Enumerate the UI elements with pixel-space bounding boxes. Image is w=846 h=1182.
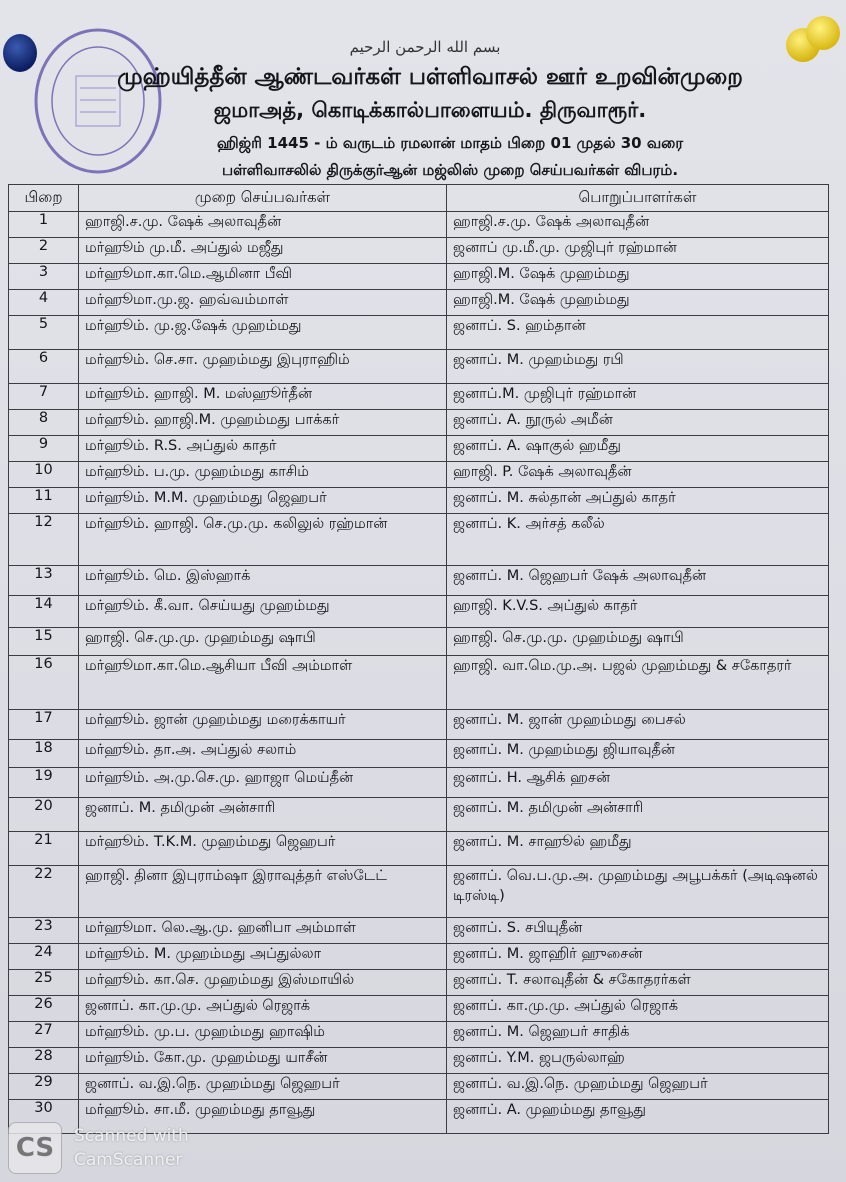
day-number-cell: 5 [9, 316, 79, 350]
table-row [9, 290, 829, 316]
day-number-cell: 24 [9, 944, 79, 970]
day-number-cell: 15 [9, 628, 79, 656]
responsible-person-cell: ஜனாப். M. ஜான் முஹம்மது பைசல் [447, 710, 829, 740]
performer-cell: மர்ஹூம். மு.ஜ.ஷேக் முஹம்மது [79, 316, 447, 350]
day-number-cell: 23 [9, 918, 79, 944]
performer-cell: மர்ஹூம். மு.ப. முஹம்மது ஹாஷிம் [79, 1022, 447, 1048]
day-number-cell: 26 [9, 996, 79, 1022]
table-row [9, 238, 829, 264]
table-row [9, 866, 829, 918]
table-row [9, 264, 829, 290]
table-row [9, 384, 829, 410]
responsible-person-cell: ஹாஜி.M. ஷேக் முஹம்மது [447, 290, 829, 316]
table-row [9, 596, 829, 628]
day-number-cell: 7 [9, 384, 79, 410]
responsible-person-cell: ஜனாப். M. ஜாஹிர் ஹுசைன் [447, 944, 829, 970]
performer-cell: மர்ஹூம். கோ.மு. முஹம்மது யாசீன் [79, 1048, 447, 1074]
responsible-person-cell: ஜனாப். A. முஹம்மது தாவூது [447, 1100, 829, 1134]
responsible-person-cell: ஜனாப். வ.இ.நெ. முஹம்மது ஜெஹபர் [447, 1074, 829, 1100]
performer-cell: ஹாஜி.ச.மு. ஷேக் அலாவுதீன் [79, 212, 447, 238]
responsible-person-cell: ஜனாப். M. ஜெஹபர் சாதிக் [447, 1022, 829, 1048]
performer-cell: மர்ஹூம். ப.மு. முஹம்மது காசிம் [79, 462, 447, 488]
performer-cell: மர்ஹூம். M. முஹம்மது அப்துல்லா [79, 944, 447, 970]
column-header-responsible: பொறுப்பாளர்கள் [447, 185, 829, 212]
performer-cell: மர்ஹூம். செ.சா. முஹம்மது இபுராஹிம் [79, 350, 447, 384]
camscanner-logo-icon: CS [8, 1122, 62, 1174]
day-number-cell: 3 [9, 264, 79, 290]
performer-cell: மர்ஹூம். ஹாஜி. M. மஸ்ஹூர்தீன் [79, 384, 447, 410]
day-number-cell: 13 [9, 566, 79, 596]
day-number-cell: 22 [9, 866, 79, 918]
responsible-person-cell: ஜனாப். S. சபியுதீன் [447, 918, 829, 944]
day-number-cell: 18 [9, 740, 79, 768]
day-number-cell: 9 [9, 436, 79, 462]
day-number-cell: 14 [9, 596, 79, 628]
table-row [9, 628, 829, 656]
watermark-text: Scanned with CamScanner [74, 1126, 189, 1170]
day-number-cell: 10 [9, 462, 79, 488]
table-row [9, 710, 829, 740]
performer-cell: மர்ஹூம். R.S. அப்துல் காதர் [79, 436, 447, 462]
table-row [9, 944, 829, 970]
performer-cell: ஜனாப். வ.இ.நெ. முஹம்மது ஜெஹபர் [79, 1074, 447, 1100]
responsible-person-cell: ஜனாப் மு.மீ.மு. முஜிபுர் ரஹ்மான் [447, 238, 829, 264]
performer-cell: மர்ஹூம். ஜான் முஹம்மது மரைக்காயர் [79, 710, 447, 740]
responsible-person-cell: ஜனாப். M. முஹம்மது ரபி [447, 350, 829, 384]
responsible-person-cell: ஹாஜி. செ.மு.மு. முஹம்மது ஷாபி [447, 628, 829, 656]
day-number-cell: 25 [9, 970, 79, 996]
table-row [9, 462, 829, 488]
performer-cell: மர்ஹூம். மெ. இஸ்ஹாக் [79, 566, 447, 596]
camscanner-watermark [8, 1120, 248, 1176]
table-header-row [9, 185, 829, 212]
responsible-person-cell: ஜனாப். M. தமிமுன் அன்சாரி [447, 798, 829, 832]
responsible-person-cell: ஜனாப். வெ.ப.மு.அ. முஹம்மது அபூபக்கர் (அடிஷனல் டிரஸ்டி) [447, 866, 829, 918]
table-row [9, 566, 829, 596]
table-row [9, 918, 829, 944]
performer-cell: மர்ஹூமா.கா.மெ.ஆமினா பீவி [79, 264, 447, 290]
responsible-person-cell: ஜனாப். S. ஹம்தான் [447, 316, 829, 350]
day-number-cell: 20 [9, 798, 79, 832]
yellow-pushpin-icon [806, 16, 840, 50]
responsible-person-cell: ஜனாப். கா.மு.மு. அப்துல் ரெஜாக் [447, 996, 829, 1022]
performer-cell: மர்ஹூம். தா.அ. அப்துல் சலாம் [79, 740, 447, 768]
responsible-person-cell: ஜனாப்.M. முஜிபுர் ரஹ்மான் [447, 384, 829, 410]
table-row [9, 970, 829, 996]
day-number-cell: 6 [9, 350, 79, 384]
performer-cell: மர்ஹூம். ஹாஜி.M. முஹம்மது பாக்கர் [79, 410, 447, 436]
table-row [9, 410, 829, 436]
performer-cell: மர்ஹூம். M.M. முஹம்மது ஜெஹபர் [79, 488, 447, 514]
schedule-description: பள்ளிவாசலில் திருக்குர்ஆன் மஜ்லிஸ் முறை செய்பவர்கள் விபரம். [221, 161, 679, 179]
table-row [9, 212, 829, 238]
performer-cell: மர்ஹூம். ஹாஜி. செ.மு.மு. கலிலுல் ரஹ்மான் [79, 514, 447, 566]
responsible-person-cell: ஹாஜி.ச.மு. ஷேக் அலாவுதீன் [447, 212, 829, 238]
day-number-cell: 2 [9, 238, 79, 264]
performer-cell: ஜனாப். M. தமிமுன் அன்சாரி [79, 798, 447, 832]
mosque-title: முஹ்யித்தீன் ஆண்டவர்கள் பள்ளிவாசல் ஊர் உறவின்முறை [117, 64, 743, 90]
responsible-person-cell: ஜனாப். K. அர்சத் கலீல் [447, 514, 829, 566]
responsible-person-cell: ஜனாப். A. நூருல் அமீன் [447, 410, 829, 436]
performer-cell: மர்ஹூம். சா.மீ. முஹம்மது தாவூது [79, 1100, 447, 1134]
responsible-person-cell: ஜனாப். M. முஹம்மது ஜியாவுதீன் [447, 740, 829, 768]
responsible-person-cell: ஜனாப். M. சுல்தான் அப்துல் காதர் [447, 488, 829, 514]
table-row [9, 996, 829, 1022]
performer-cell: ஹாஜி. செ.மு.மு. முஹம்மது ஷாபி [79, 628, 447, 656]
table-row [9, 316, 829, 350]
table-row [9, 1074, 829, 1100]
day-number-cell: 17 [9, 710, 79, 740]
performer-cell: மர்ஹூமா.மு.ஜ. ஹவ்வம்மாள் [79, 290, 447, 316]
performer-cell: ஜனாப். கா.மு.மு. அப்துல் ரெஜாக் [79, 996, 447, 1022]
table-row [9, 1048, 829, 1074]
responsible-person-cell: ஜனாப். Y.M. ஜபருல்லாஹ் [447, 1048, 829, 1074]
day-number-cell: 1 [9, 212, 79, 238]
table-row [9, 350, 829, 384]
mosque-location: ஜமாஅத், கொடிக்கால்பாளையம். திருவாரூர். [213, 98, 647, 122]
day-number-cell: 4 [9, 290, 79, 316]
majlis-schedule-table [8, 184, 829, 1134]
day-number-cell: 16 [9, 656, 79, 710]
column-header-performers: முறை செய்பவர்கள் [79, 185, 447, 212]
day-number-cell: 8 [9, 410, 79, 436]
day-number-cell: 11 [9, 488, 79, 514]
responsible-person-cell: ஹாஜி. வா.மெ.மு.அ. பஜல் முஹம்மது & சகோதரர் [447, 656, 829, 710]
table-row [9, 436, 829, 462]
day-number-cell: 19 [9, 768, 79, 798]
table-row [9, 1022, 829, 1048]
responsible-person-cell: ஹாஜி. K.V.S. அப்துல் காதர் [447, 596, 829, 628]
table-row [9, 656, 829, 710]
day-number-cell: 27 [9, 1022, 79, 1048]
responsible-person-cell: ஹாஜி. P. ஷேக் அலாவுதீன் [447, 462, 829, 488]
column-header-day: பிறை [9, 185, 79, 212]
day-number-cell: 29 [9, 1074, 79, 1100]
performer-cell: மர்ஹூம். அ.மு.செ.மு. ஹாஜா மெய்தீன் [79, 768, 447, 798]
table-row [9, 768, 829, 798]
bismillah-inscription: بسم الله الرحمن الرحيم [349, 38, 501, 56]
performer-cell: மர்ஹூமா. லெ.ஆ.மு. ஹனிபா அம்மாள் [79, 918, 447, 944]
responsible-person-cell: ஜனாப். A. ஷாகுல் ஹமீது [447, 436, 829, 462]
performer-cell: மர்ஹூம். T.K.M. முஹம்மது ஜெஹபர் [79, 832, 447, 866]
performer-cell: மர்ஹூம் மு.மீ. அப்துல் மஜீது [79, 238, 447, 264]
table-row [9, 740, 829, 768]
responsible-person-cell: ஜனாப். M. சாஹூல் ஹமீது [447, 832, 829, 866]
day-number-cell: 28 [9, 1048, 79, 1074]
performer-cell: மர்ஹூம். கீ.வா. செய்யது முஹம்மது [79, 596, 447, 628]
responsible-person-cell: ஹாஜி.M. ஷேக் முஹம்மது [447, 264, 829, 290]
performer-cell: மர்ஹூமா.கா.மெ.ஆசியா பீவி அம்மாள் [79, 656, 447, 710]
responsible-person-cell: ஜனாப். M. ஜெஹபர் ஷேக் அலாவுதீன் [447, 566, 829, 596]
table-row [9, 832, 829, 866]
responsible-person-cell: ஜனாப். H. ஆசிக் ஹசன் [447, 768, 829, 798]
responsible-person-cell: ஜனாப். T. சலாவுதீன் & சகோதரர்கள் [447, 970, 829, 996]
day-number-cell: 30 [9, 1100, 79, 1134]
day-number-cell: 12 [9, 514, 79, 566]
table-row [9, 488, 829, 514]
table-row [9, 798, 829, 832]
day-number-cell: 21 [9, 832, 79, 866]
schedule-period: ஹிஜ்ரி 1445 - ம் வருடம் ரமலான் மாதம் பிறை 01 முதல் 30 வரை [216, 134, 684, 152]
performer-cell: மர்ஹூம். கா.செ. முஹம்மது இஸ்மாயில் [79, 970, 447, 996]
table-row [9, 514, 829, 566]
performer-cell: ஹாஜி. தினா இபுராம்ஷா இராவுத்தர் எஸ்டேட் [79, 866, 447, 918]
